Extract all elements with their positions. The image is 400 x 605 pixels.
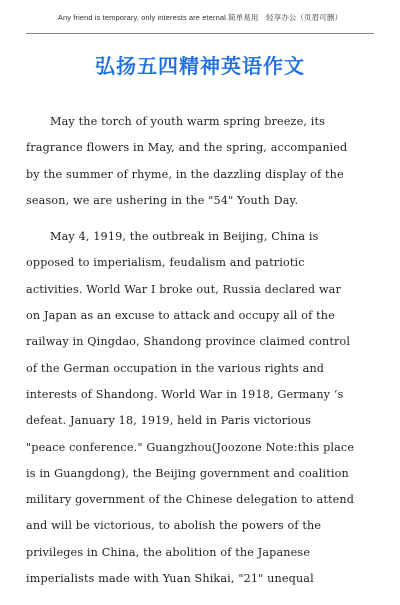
text-line: by the summer of rhyme, in the dazzling display of the	[26, 167, 344, 181]
text-line: May the torch of youth warm spring breeze, its	[50, 115, 326, 128]
page-header	[0, 12, 400, 23]
text-line: is in Guangdong), the Beijing government and coalition	[26, 466, 349, 480]
text-line: of the German occupation in the various rights and	[26, 361, 325, 375]
text-line: privileges in China, the abolition of the Japanese	[26, 545, 311, 559]
text-line: May 4, 1919, the outbreak in Beijing, China is	[50, 230, 319, 244]
text-line: interests of Shandong. World War in 1918, Germany ‘s	[26, 387, 344, 401]
text-line: imperialists made with Yuan Shikai, "21" unequal	[26, 572, 314, 586]
text-line: fragrance flowers in May, and the spring, accompanied	[26, 141, 348, 155]
paragraph-2	[26, 227, 378, 595]
header-divider	[26, 33, 374, 34]
header-chinese-text: 简单易用 轻享办公（页眉可删）	[228, 13, 343, 22]
text-line: opposed to imperialism, feudalism and patriotic	[26, 256, 305, 270]
document-body	[26, 112, 378, 605]
text-line: railway in Qingdao, Shandong province claimed control	[26, 335, 351, 349]
text-line: and will be victorious, to abolish the powers of the	[26, 519, 322, 533]
header-english-text: Any friend is temporary, only interests are eternal.	[57, 13, 229, 22]
document-title: 弘扬五四精神英语作文	[95, 54, 305, 78]
text-line: activities. World War I broke out, Russia declared war	[26, 282, 341, 296]
text-line: "peace conference." Guangzhou(Joozone Note:this place	[26, 440, 355, 454]
text-line: on Japan as an excuse to attack and occupy all of the	[26, 309, 335, 323]
text-line: military government of the Chinese delegation to attend	[26, 493, 355, 507]
text-line: defeat. January 18, 1919, held in Paris victorious	[26, 414, 312, 428]
paragraph-1	[26, 112, 378, 217]
text-line: season, we are ushering in the "54" Youth Day.	[26, 193, 299, 207]
